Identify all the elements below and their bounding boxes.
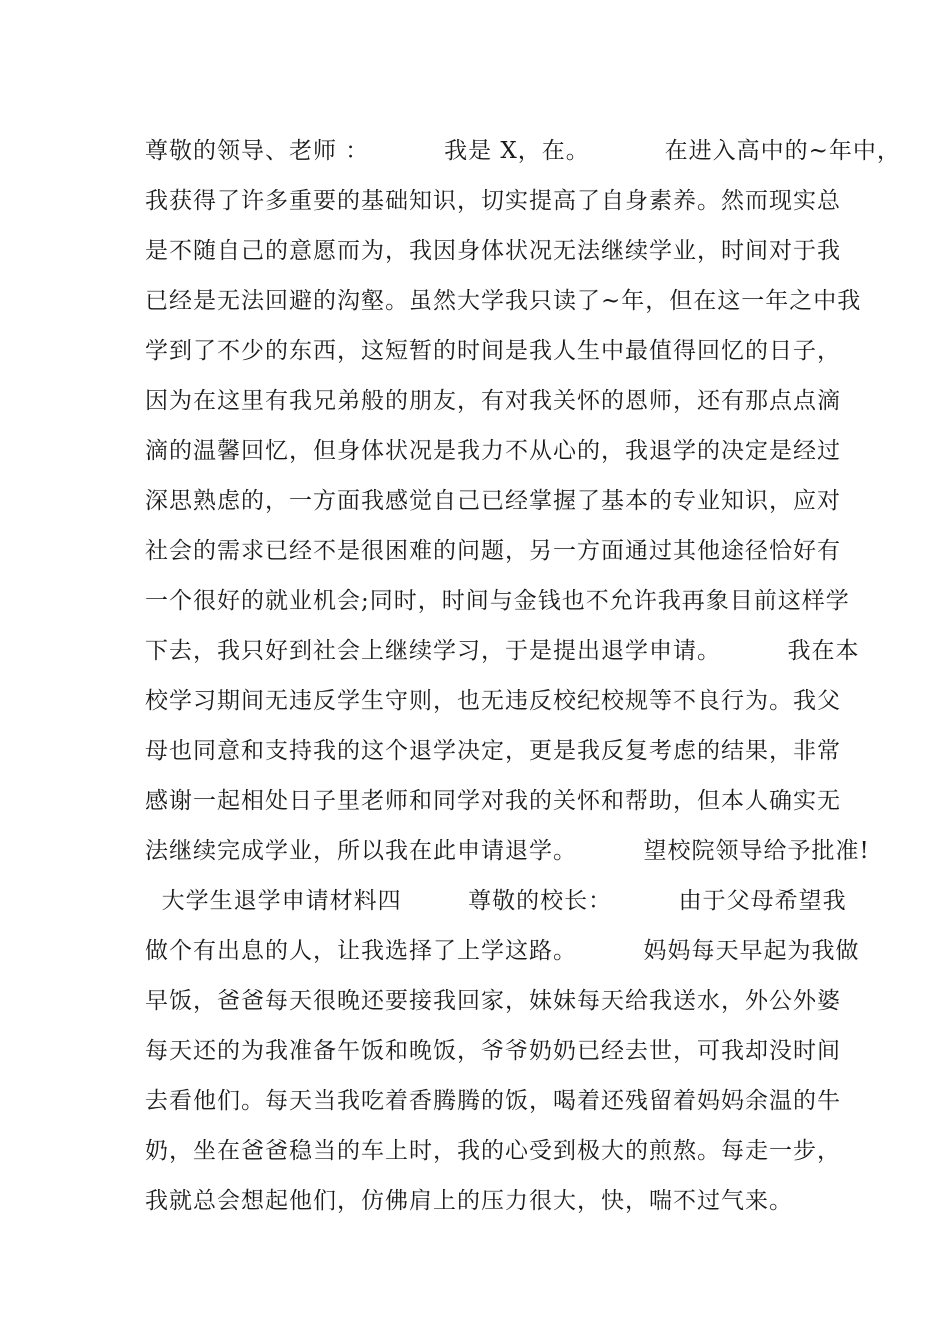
text-line: 深思熟虑的，一方面我感觉自己已经掌握了基本的专业知识，应对 [145,488,841,514]
text-line: 去看他们。每天当我吃着香腾腾的饭，喝着还残留着妈妈余温的牛 [145,1088,841,1114]
text-line: 做个有出息的人，让我选择了上学这路。 妈妈每天早起为我做 [145,938,860,964]
text-line: 感谢一起相处日子里老师和同学对我的关怀和帮助，但本人确实无 [145,788,841,814]
text-line: 我就总会想起他们，仿佛肩上的压力很大，快，喘不过气来。 [145,1188,793,1214]
text-line: 社会的需求已经不是很困难的问题，另一方面通过其他途径恰好有 [145,538,841,564]
text-line: 因为在这里有我兄弟般的朋友，有对我关怀的恩师，还有那点点滴 [145,388,841,414]
text-line: 校学习期间无违反学生守则，也无违反校纪校规等不良行为。我父 [145,688,841,714]
text-line: 母也同意和支持我的这个退学决定，更是我反复考虑的结果，非常 [145,738,841,764]
text-line: 大学生退学申请材料四 尊敬的校长： 由于父母希望我 [145,888,847,914]
text-line: 每天还的为我准备午饭和晚饭，爷爷奶奶已经去世，可我却没时间 [145,1038,841,1064]
text-line: 已经是无法回避的沟壑。虽然大学我只读了~年，但在这一年之中我 [145,288,862,314]
text-line: 是不随自己的意愿而为，我因身体状况无法继续学业，时间对于我 [145,238,841,264]
text-line: 奶，坐在爸爸稳当的车上时，我的心受到极大的煎熬。每走一步， [145,1138,841,1164]
text-line: 法继续完成学业，所以我在此申请退学。 望校院领导给予批准! [145,838,870,864]
text-line: 早饭，爸爸每天很晚还要接我回家，妹妹每天给我送水，外公外婆 [145,988,841,1014]
text-line: 尊敬的领导、老师 ： 我是 X，在。 在进入高中的~年中， [145,138,901,164]
text-line: 我获得了许多重要的基础知识，切实提高了自身素养。然而现实总 [145,188,841,214]
text-line: 下去，我只好到社会上继续学习，于是提出退学申请。 我在本 [145,638,860,664]
text-line: 滴的温馨回忆，但身体状况是我力不从心的，我退学的决定是经过 [145,438,841,464]
text-line: 学到了不少的东西，这短暂的时间是我人生中最值得回忆的日子， [145,338,841,364]
text-line: 一个很好的就业机会;同时，时间与金钱也不允许我再象目前这样学 [145,588,850,614]
